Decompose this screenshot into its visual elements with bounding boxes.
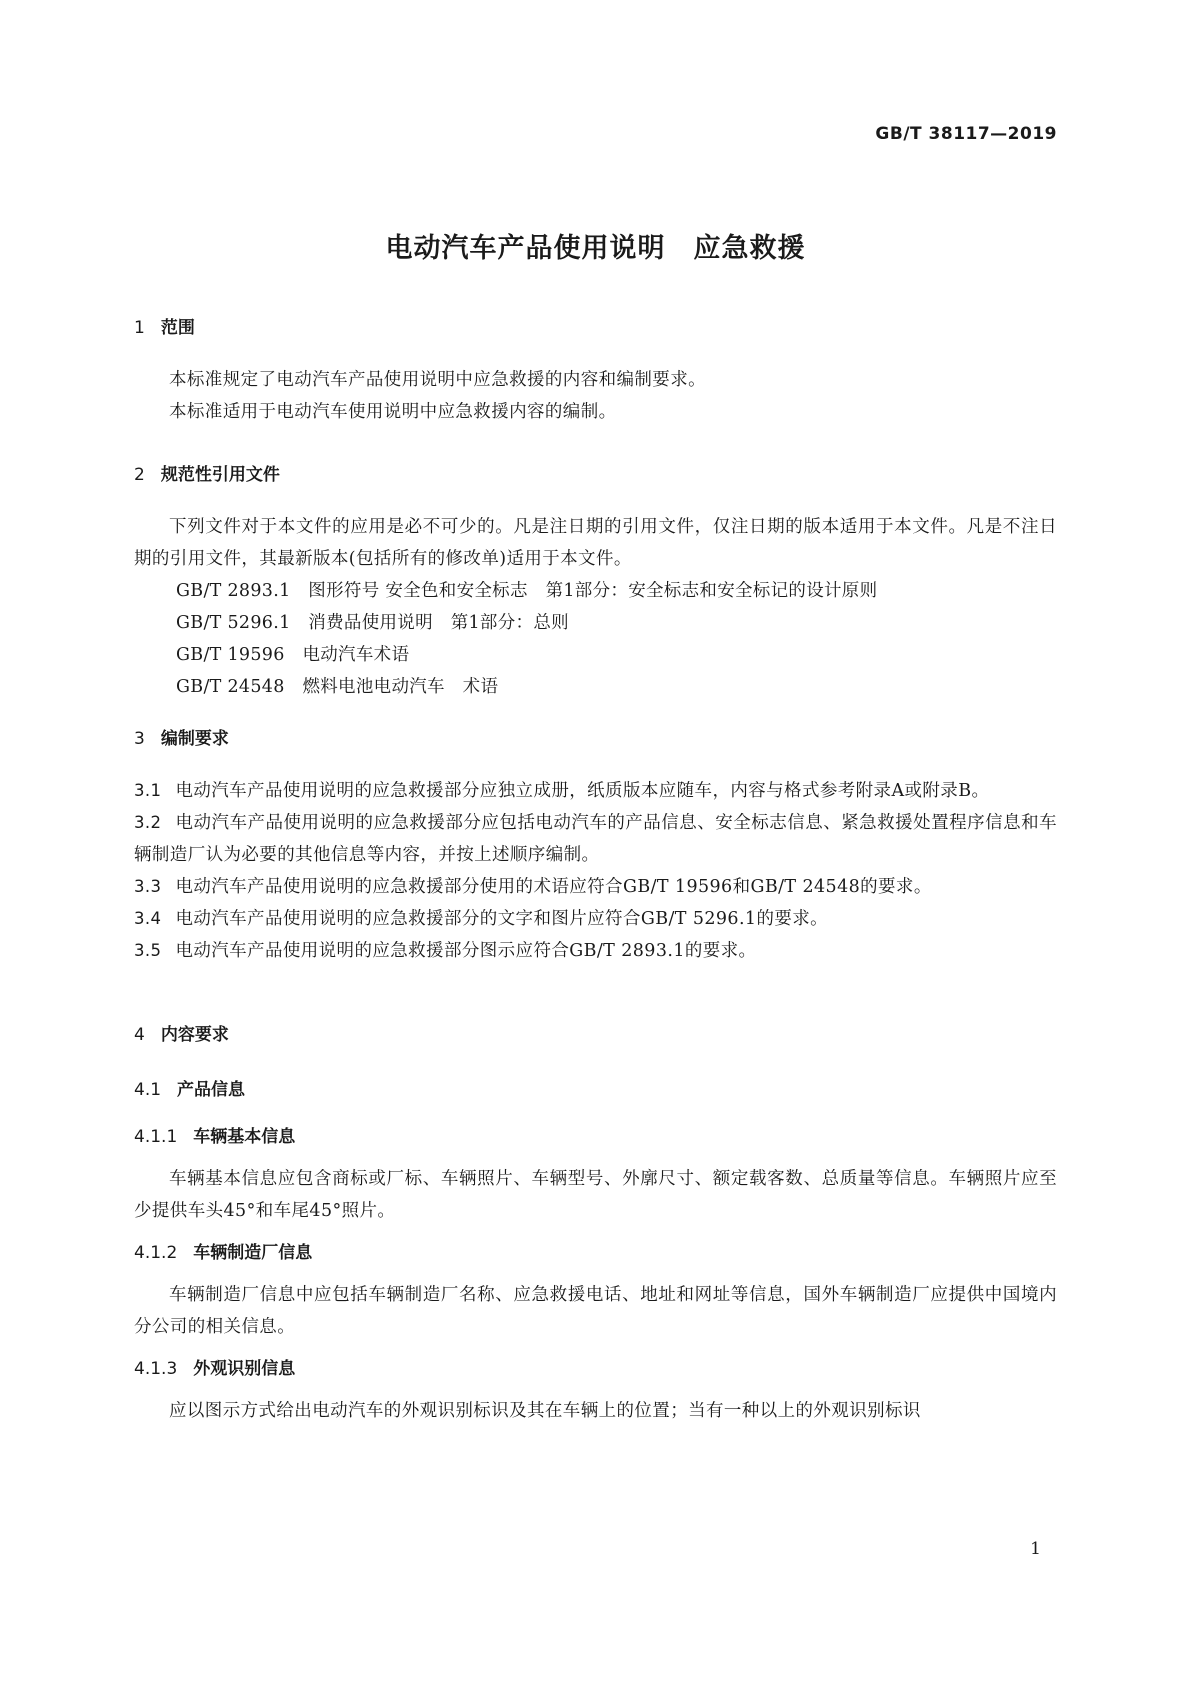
- clause-number: 3.4: [134, 909, 162, 928]
- section-4-1-1-body: [134, 1163, 1057, 1227]
- section-2-number: 2: [134, 465, 145, 485]
- appearance-info-paragraph: 应以图示方式给出电动汽车的外观识别标识及其在车辆上的位置；当有一种以上的外观识别标识: [169, 1401, 921, 1421]
- clause-text: 电动汽车产品使用说明的应急救援部分应独立成册，纸质版本应随车，内容与格式参考附录A或附录B。: [175, 781, 990, 801]
- clause-3-4: [134, 903, 1057, 935]
- page-number: 1: [1030, 1539, 1041, 1559]
- section-4-heading: [134, 1020, 1057, 1045]
- section-4-1-2-heading: [134, 1238, 1057, 1263]
- section-1: [134, 313, 1057, 338]
- section-4-1-3-number: 4.1.3: [134, 1359, 178, 1379]
- clause-3-2: [134, 807, 1057, 871]
- section-1-body: [134, 364, 1057, 428]
- section-4-1-2-body: [134, 1279, 1057, 1343]
- section-4-1: [134, 1075, 1057, 1100]
- section-4-title: 内容要求: [160, 1025, 229, 1045]
- section-4-1-title: 产品信息: [177, 1080, 246, 1100]
- section-3-number: 3: [134, 729, 145, 749]
- section-4-1-2-title: 车辆制造厂信息: [193, 1243, 313, 1263]
- scope-paragraph-1: 本标准规定了电动汽车产品使用说明中应急救援的内容和编制要求。: [169, 370, 706, 390]
- vehicle-basic-info-paragraph: 车辆基本信息应包含商标或厂标、车辆照片、车辆型号、外廓尺寸、额定载客数、总质量等信息。车辆照片应至少提供车头45°和车尾45°照片。: [134, 1169, 1057, 1221]
- section-1-title: 范围: [160, 318, 195, 338]
- reference-item: GB/T 5296.1 消费品使用说明 第1部分：总则: [176, 613, 569, 633]
- title-main: 电动汽车产品使用说明: [385, 233, 666, 264]
- section-2-body: [134, 511, 1057, 703]
- section-3: [134, 724, 1057, 749]
- reference-item: GB/T 2893.1 图形符号 安全色和安全标志 第1部分：安全标志和安全标记的设计原则: [176, 581, 878, 601]
- title-sub: 应急救援: [693, 233, 806, 264]
- section-3-title: 编制要求: [160, 729, 229, 749]
- section-1-number: 1: [134, 318, 145, 338]
- document-title: [0, 226, 1191, 265]
- clause-number: 3.3: [134, 877, 162, 896]
- clause-number: 3.2: [134, 813, 162, 832]
- reference-item: GB/T 19596 电动汽车术语: [176, 645, 410, 665]
- section-3-heading: [134, 724, 1057, 749]
- section-4-1-2-number: 4.1.2: [134, 1243, 178, 1263]
- section-4-1-1-heading: [134, 1122, 1057, 1147]
- reference-item: GB/T 24548 燃料电池电动汽车 术语: [176, 677, 499, 697]
- clause-text: 电动汽车产品使用说明的应急救援部分图示应符合GB/T 2893.1的要求。: [175, 941, 757, 961]
- section-4-1-number: 4.1: [134, 1080, 162, 1100]
- section-4-1-3-heading: [134, 1354, 1057, 1379]
- clause-text: 电动汽车产品使用说明的应急救援部分应包括电动汽车的产品信息、安全标志信息、紧急救援处置程序信息和车辆制造厂认为必要的其他信息等内容，并按上述顺序编制。: [134, 813, 1057, 865]
- section-4-1-1-title: 车辆基本信息: [193, 1127, 296, 1147]
- clause-text: 电动汽车产品使用说明的应急救援部分的文字和图片应符合GB/T 5296.1的要求。: [175, 909, 829, 929]
- section-4-1-3: [134, 1354, 1057, 1379]
- section-2: [134, 460, 1057, 485]
- scope-paragraph-2: 本标准适用于电动汽车使用说明中应急救援内容的编制。: [169, 402, 617, 422]
- clause-3-5: [134, 935, 1057, 967]
- normative-references-intro: 下列文件对于本文件的应用是必不可少的。凡是注日期的引用文件，仅注日期的版本适用于本文件。凡是不注日期的引用文件，其最新版本(包括所有的修改单)适用于本文件。: [134, 517, 1057, 569]
- section-4-1-1: [134, 1122, 1057, 1147]
- clause-number: 3.5: [134, 941, 162, 960]
- section-4-1-3-title: 外观识别信息: [193, 1359, 296, 1379]
- section-2-heading: [134, 460, 1057, 485]
- section-4-1-heading: [134, 1075, 1057, 1100]
- manufacturer-info-paragraph: 车辆制造厂信息中应包括车辆制造厂名称、应急救援电话、地址和网址等信息，国外车辆制造厂应提供中国境内分公司的相关信息。: [134, 1285, 1057, 1337]
- section-4: [134, 1020, 1057, 1045]
- section-4-1-3-body: [134, 1395, 1057, 1427]
- clause-3-3: [134, 871, 1057, 903]
- section-4-1-2: [134, 1238, 1057, 1263]
- clause-number: 3.1: [134, 781, 162, 800]
- section-4-number: 4: [134, 1025, 145, 1045]
- clause-3-1: [134, 775, 1057, 807]
- section-2-title: 规范性引用文件: [160, 465, 280, 485]
- section-4-1-1-number: 4.1.1: [134, 1127, 178, 1147]
- section-3-body: [134, 775, 1057, 967]
- section-1-heading: [134, 313, 1057, 338]
- standard-number: GB/T 38117—2019: [875, 124, 1057, 144]
- clause-text: 电动汽车产品使用说明的应急救援部分使用的术语应符合GB/T 19596和GB/T 24548的要求。: [175, 877, 932, 897]
